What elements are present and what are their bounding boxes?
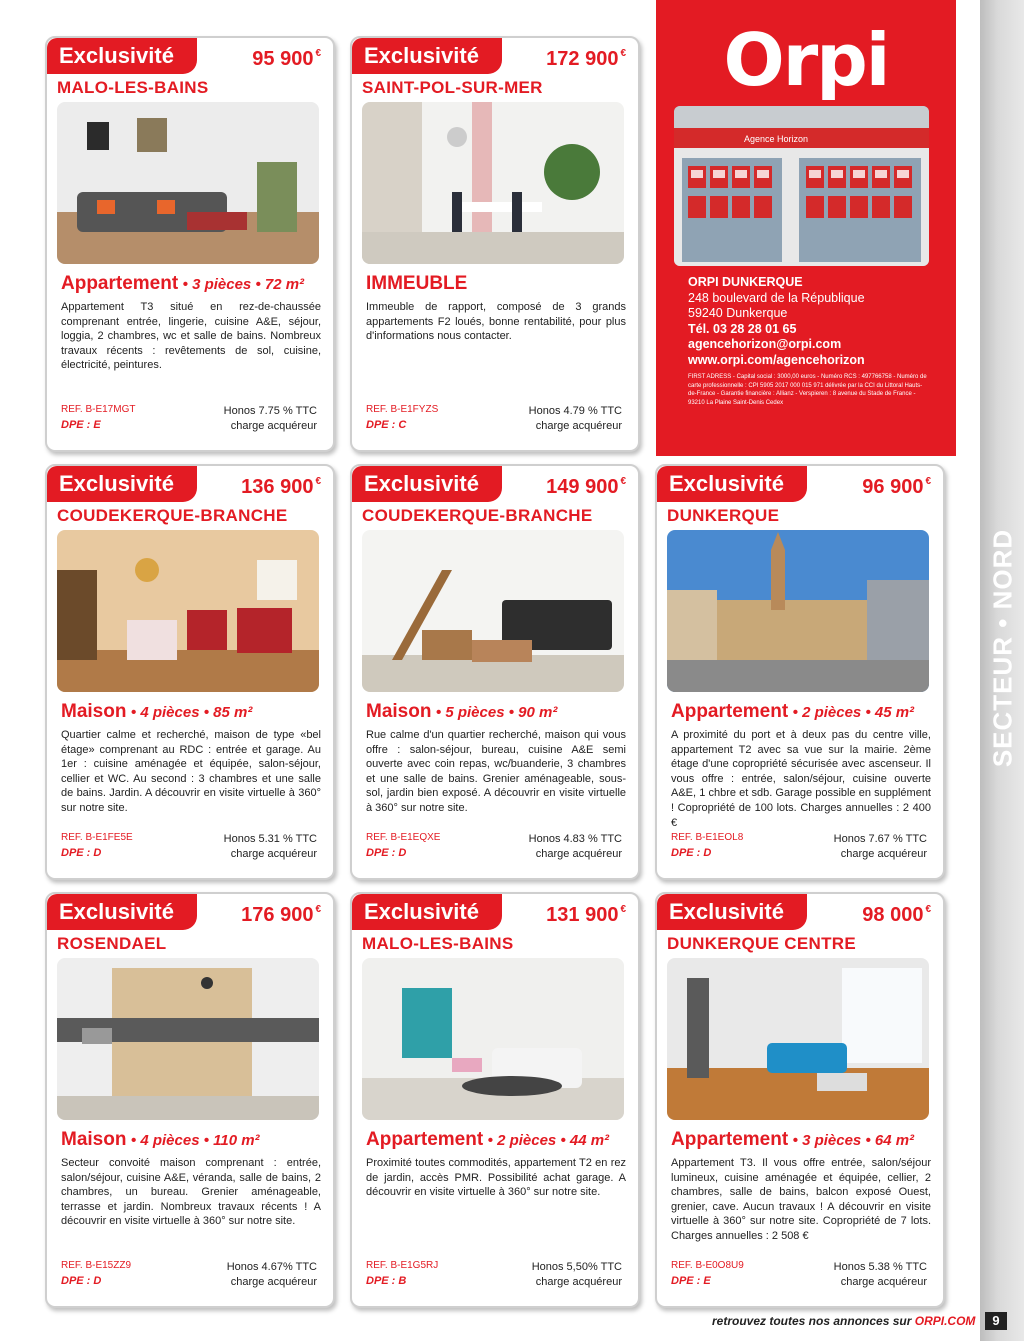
price-value: 98 000 [862,904,924,926]
listing-photo[interactable] [57,530,319,692]
listing-dpe: DPE : D [671,847,712,859]
listing-dpe: DPE : E [671,1275,711,1287]
listing-description: Appartement T3. Il vous offre entrée, salon/séjour lumineux, cuisine aménagée et équipée, cellier, 2 chambres, salle de bains, balcon exposé Ouest, grenier, cave. Aucun travaux ! A découvrir en visite virtuelle à 360° sur notre site. Copropriété de 7 lots. Charges annuelles : 2 508 € [671,1157,931,1242]
listing-card[interactable] [350,464,640,880]
exclusive-badge: Exclusivité [352,38,502,74]
fees-rate: Honos 5.31 % TTC [223,833,317,845]
listing-fees [529,832,622,862]
listing-type-line [61,1129,260,1151]
exclusive-badge: Exclusivité [352,894,502,930]
fees-note: charge acquéreur [535,420,622,432]
fees-note: charge acquéreur [230,420,317,432]
listing-fees [224,832,317,862]
listing-type-line [671,1129,914,1151]
exclusive-badge: Exclusivité [47,466,197,502]
listing-city: MALO-LES-BAINS [57,78,209,97]
listing-ref: REF. B-E0O8U9 [671,1260,744,1271]
fees-note: charge acquéreur [230,848,317,860]
property-details-separator: • [130,704,141,721]
listing-card[interactable] [655,464,945,880]
listing-city: COUDEKERQUE-BRANCHE [362,506,593,525]
price-value: 149 900 [546,476,619,498]
listing-price [546,48,626,71]
listing-photo[interactable] [362,958,624,1120]
agency-website[interactable]: www.orpi.com/agencehorizon [688,352,865,367]
property-type: Appartement [366,1129,484,1150]
agency-shop-photo [674,106,929,266]
fees-note: charge acquéreur [840,848,927,860]
listing-price [862,476,931,499]
agency-panel [656,0,956,456]
listing-dpe: DPE : B [366,1275,407,1287]
listing-description: Immeuble de rapport, composé de 3 grands appartements F2 loués, bonne rentabilité, pour plus d'informations nous contacter. [366,301,626,343]
listing-description: Appartement T3 situé en rez-de-chaussée comprenant entrée, lingerie, cuisine A&E, séjour, loggia, 2 chambres, wc et salle de bains. Nombreux travaux récents : revêtements de sol, cuisine, électricité, peintures. [61,301,321,372]
property-details: 4 pièces • 85 m² [140,704,253,721]
listing-city: ROSENDAEL [57,934,167,953]
footer-text: retrouvez toutes nos annonces sur [712,1314,912,1328]
footer-site-link[interactable]: ORPI.COM [914,1314,976,1328]
fees-rate: Honos 4.83 % TTC [528,833,622,845]
listing-price [252,48,321,71]
orpi-logo: Orpi [723,18,889,102]
listing-description: Secteur convoité maison comprenant : entrée, salon/séjour, cuisine A&E, véranda, salle de bains, 2 chambres, un bureau. Grenier aménageable, terrasse et jardin. Nombreux travaux récents ! A découvrir en visite virtuelle à 360° sur notre site. [61,1157,321,1228]
price-value: 176 900 [241,904,314,926]
fees-note: charge acquéreur [535,848,622,860]
listing-fees [224,404,317,434]
price-currency: € [620,476,626,487]
listing-city: DUNKERQUE [667,506,780,525]
listing-ref: REF. B-E1EQXE [366,832,441,843]
property-details-separator: • [435,704,446,721]
price-value: 96 900 [862,476,924,498]
price-currency: € [925,476,931,487]
listing-ref: REF. B-E1FYZS [366,404,439,415]
property-type: Maison [366,701,432,722]
listing-card[interactable] [45,892,335,1308]
listing-card[interactable] [350,36,640,452]
property-details: 4 pièces • 110 m² [140,1132,260,1149]
listing-ref: REF. B-E15ZZ9 [61,1260,132,1271]
listing-price [862,904,931,927]
listing-dpe: DPE : E [61,419,101,431]
listing-fees [834,1260,927,1290]
listing-photo[interactable] [362,102,624,264]
listing-dpe: DPE : D [366,847,407,859]
property-details-separator: • [130,1132,141,1149]
exclusive-badge: Exclusivité [657,894,807,930]
property-type: Appartement [671,1129,789,1150]
listing-type-line [366,1129,609,1151]
property-type: Appartement [671,701,789,722]
property-type: Appartement [61,273,179,294]
exclusive-badge: Exclusivité [352,466,502,502]
property-type: Maison [61,701,127,722]
price-currency: € [925,904,931,915]
page-number: 9 [985,1312,1007,1330]
price-currency: € [315,48,321,59]
listing-photo[interactable] [667,958,929,1120]
listing-fees [227,1260,317,1290]
property-type: Maison [61,1129,127,1150]
fees-rate: Honos 7.75 % TTC [223,405,317,417]
listing-dpe: DPE : D [61,1275,102,1287]
listing-card[interactable] [45,464,335,880]
listing-description: A proximité du port et à deux pas du centre ville, appartement T2 avec sa vue sur la mairie. 2ème étage d'une copropriété sécurisée avec ascenseur. Il vous offre : entrée, salon/séjour, cuisine ouverte A&E, 1 chbre et sdb. Garage possible en supplément ! Copropriété de 100 lots. Charges annuelles : 2 400 € [671,729,931,829]
fees-rate: Honos 5,50% TTC [531,1261,622,1273]
listing-type-line [61,273,304,295]
listing-dpe: DPE : C [366,419,407,431]
listing-photo[interactable] [57,102,319,264]
listing-description: Rue calme d'un quartier recherché, maison qui vous offre : salon-séjour, bureau, cuisine A&E semi ouverte avec coin repas, wc/buanderie, 3 chambres et une salle de bains. Grenier aménageable, sous-sol, jardin bien exposé. A découvrir en visite virtuelle à 360° sur notre site. [366,729,626,814]
listing-price [241,476,321,499]
property-type: IMMEUBLE [366,273,468,294]
property-details-separator: • [182,276,193,293]
fees-rate: Honos 4.79 % TTC [528,405,622,417]
listing-ref: REF. B-E17MGT [61,404,136,415]
fees-rate: Honos 4.67% TTC [226,1261,317,1273]
listing-dpe: DPE : D [61,847,102,859]
listing-type-line [61,701,252,723]
listing-price [546,904,626,927]
footer-note [712,1314,975,1328]
listing-city: MALO-LES-BAINS [362,934,514,953]
listing-type-line [366,273,467,295]
property-details-separator: • [792,1132,803,1149]
fees-rate: Honos 7.67 % TTC [833,833,927,845]
listing-city: DUNKERQUE CENTRE [667,934,856,953]
listing-card[interactable] [45,36,335,452]
property-details: 5 pièces • 90 m² [445,704,558,721]
listing-fees [529,404,622,434]
property-details-separator: • [792,704,803,721]
shop-sign-text: Agence Horizon [744,134,809,144]
fees-rate: Honos 5.38 % TTC [833,1261,927,1273]
listing-type-line [366,701,557,723]
listing-card[interactable] [350,892,640,1308]
listing-city: SAINT-POL-SUR-MER [362,78,543,97]
listing-fees [834,832,927,862]
listing-ref: REF. B-E1G5RJ [366,1260,439,1271]
price-currency: € [315,476,321,487]
agency-phone[interactable]: Tél. 03 28 28 01 65 [688,321,797,336]
agency-contact [688,275,865,368]
property-details: 2 pièces • 45 m² [802,704,915,721]
property-details-separator: • [487,1132,498,1149]
agency-legal-notice: FIRST ADRESS - Capital social : 3000,00 euros - Numéro RCS : 497766758 - Numéro de carte professionnelle : CPI 5905 2017 000 015 971 délivrée par la CCI du Littoral Hauts-de-France - Garantie financière : Allianz - Verspieren : 8 avenue du Stade de France - 93210 La Plaine Saint-Denis Cedex [688,374,927,406]
listing-photo[interactable] [667,530,929,692]
agency-email[interactable]: agencehorizon@orpi.com [688,337,842,351]
exclusive-badge: Exclusivité [657,466,807,502]
price-currency: € [315,904,321,915]
fees-note: charge acquéreur [230,1276,317,1288]
property-details: 2 pièces • 44 m² [497,1132,610,1149]
listing-price [546,476,626,499]
agency-address-line1: 248 boulevard de la République [688,290,865,305]
property-details: 3 pièces • 72 m² [192,276,305,293]
property-details: 3 pièces • 64 m² [802,1132,915,1149]
price-value: 95 900 [252,48,314,70]
listing-description: Quartier calme et recherché, maison de type «bel étage» comprenant au RDC : entrée et garage. Au 1er : cuisine aménagée et équipée, salon-séjour, cellier et WC. Au second : 3 chambres et une salle de bains. Jardin. A découvrir en visite virtuelle à 360° sur notre site. [61,729,321,814]
listing-price [241,904,321,927]
agency-name: ORPI DUNKERQUE [688,275,803,289]
listing-photo[interactable] [57,958,319,1120]
sector-label: SECTEUR • NORD [987,528,1018,768]
price-value: 131 900 [546,904,619,926]
exclusive-badge: Exclusivité [47,894,197,930]
listing-ref: REF. B-E1EOL8 [671,832,744,843]
price-value: 136 900 [241,476,314,498]
listing-type-line [671,701,914,723]
listing-fees [532,1260,622,1290]
price-currency: € [620,904,626,915]
fees-note: charge acquéreur [840,1276,927,1288]
listing-ref: REF. B-E1FE5E [61,832,133,843]
fees-note: charge acquéreur [535,1276,622,1288]
price-currency: € [620,48,626,59]
listing-description: Proximité toutes commodités, appartement T2 en rez de jardin, accès PMR. Possibilité achat garage. A découvrir en visite virtuelle à 360° sur notre site. [366,1157,626,1199]
listing-card[interactable] [655,892,945,1308]
price-value: 172 900 [546,48,619,70]
agency-address-line2: 59240 Dunkerque [688,306,788,320]
listing-photo[interactable] [362,530,624,692]
listing-city: COUDEKERQUE-BRANCHE [57,506,288,525]
exclusive-badge: Exclusivité [47,38,197,74]
